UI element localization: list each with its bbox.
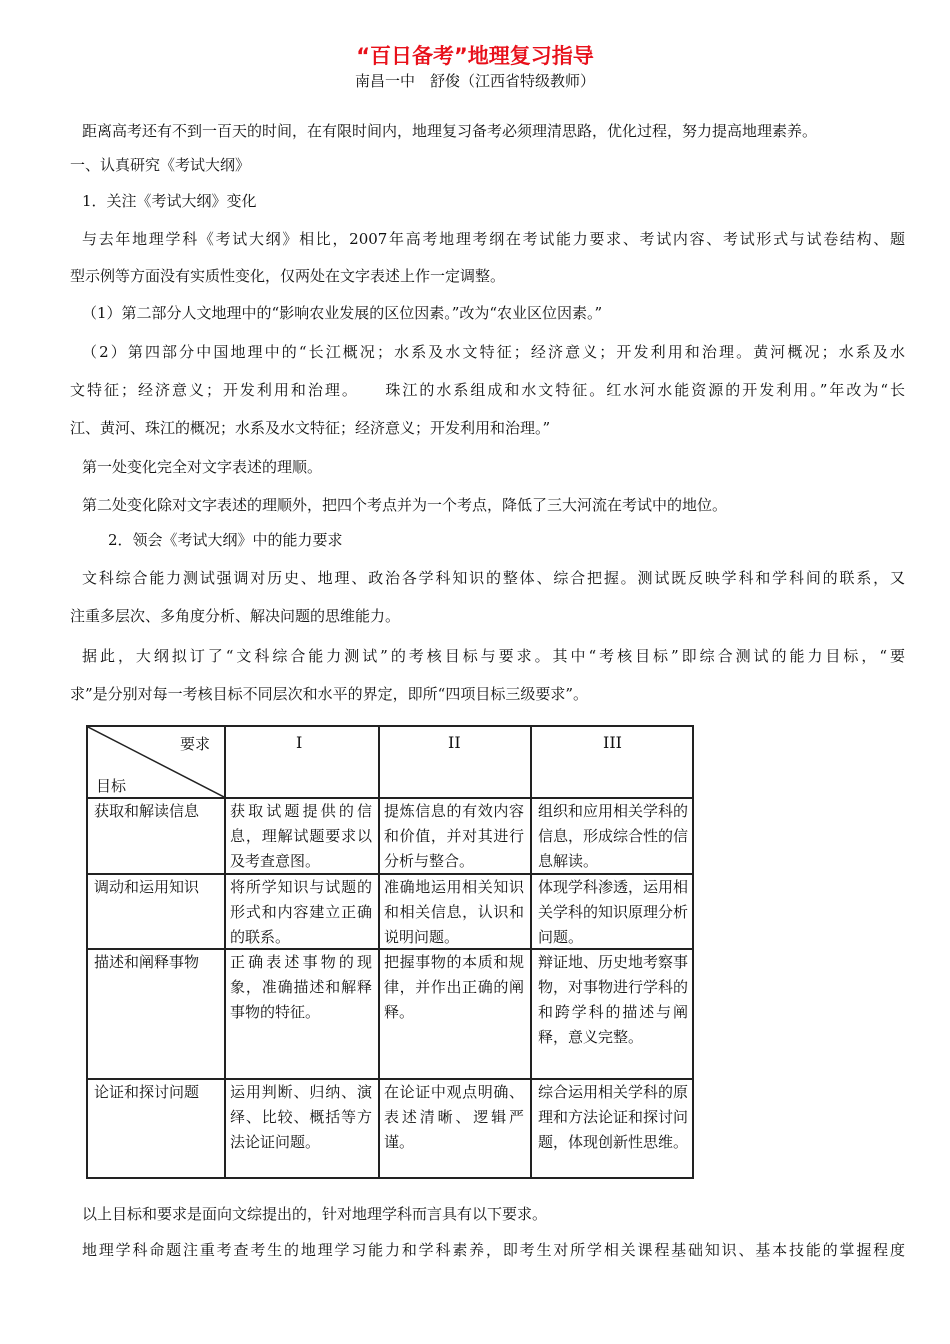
table-rule [530,727,532,1177]
target-cell: 获取和解读信息 [94,802,200,820]
table-cell: 正确表述事物的现象，准确描述和解释事物的特征。 [230,953,372,1021]
subsection-heading-2: 2．领会《考试大纲》中的能力要求 [108,531,343,549]
table-cell: 综合运用相关学科的原理和方法论证和探讨问题，体现创新性思维。 [538,1083,689,1151]
paragraph-line: 型示例等方面没有实质性变化，仅两处在文字表述上作一定调整。 [70,267,506,285]
document-author: 南昌一中 舒俊（江西省特级教师） [354,72,595,90]
table-rule [378,727,380,1177]
paragraph-line: 求”是分别对每一考核目标不同层次和水平的界定，即所“四项目标三级要求”。 [70,685,589,703]
paragraph-line: 第一处变化完全对文字表述的理顺。 [82,458,323,476]
header-requirement: 要求 [180,735,211,753]
paragraph-line: 与去年地理学科《考试大纲》相比，2007年高考地理考纲在考试能力要求、考试内容、考试形式与试卷结构、题 [82,230,905,248]
table-cell: 在论证中观点明确、表述清晰、逻辑严谨。 [384,1083,524,1151]
document-title: “百日备考”地理复习指导 [356,44,594,68]
level-header-3: III [603,733,622,752]
table-cell: 辩证地、历史地考察事物，对事物进行学科的和跨学科的描述与阐释，意义完整。 [538,953,689,1046]
level-header-2: II [448,733,461,752]
paragraph-line: 江、黄河、珠江的概况；水系及水文特征；经济意义；开发利用和治理。” [70,419,551,437]
paragraph-line: 文特征；经济意义；开发利用和治理。 珠江的水系组成和水文特征。红水河水能资源的开发利用。”年改为“长 [70,381,905,399]
table-cell: 运用判断、归纳、演绎、比较、概括等方法论证问题。 [230,1083,372,1151]
paragraph-line: 据此，大纲拟订了“文科综合能力测试”的考核目标与要求。其中“考核目标”即综合测试的能力目标，“要 [82,647,905,665]
target-cell: 论证和探讨问题 [94,1083,200,1101]
table-cell: 把握事物的本质和规律，并作出正确的阐释。 [384,953,524,1021]
target-cell: 描述和阐释事物 [94,953,200,971]
target-cell: 调动和运用知识 [94,878,200,896]
paragraph-line: 注重多层次、多角度分析、解决问题的思维能力。 [70,607,401,625]
paragraph-line: 第二处变化除对文字表述的理顺外，把四个考点并为一个考点，降低了三大河流在考试中的地位。 [82,496,728,514]
change-item-1: （1）第二部分人文地理中的“影响农业发展的区位因素。”改为“农业区位因素。” [82,304,603,322]
table-cell: 体现学科渗透，运用相关学科的知识原理分析问题。 [538,878,689,946]
paragraph-line: 地理学科命题注重考查考生的地理学习能力和学科素养，即考生对所学相关课程基础知识、基本技能的掌握程度 [82,1241,905,1259]
table-cell: 提炼信息的有效内容和价值，并对其进行分析与整合。 [384,802,524,870]
paragraph-line: 文科综合能力测试强调对历史、地理、政治各学科知识的整体、综合把握。测试既反映学科和学科间的联系，又 [82,569,905,587]
paragraph-line: 以上目标和要求是面向文综提出的，针对地理学科而言具有以下要求。 [82,1205,548,1223]
level-header-1: I [296,733,303,752]
table-cell: 组织和应用相关学科的信息，形成综合性的信息解读。 [538,802,689,870]
subsection-heading-1: 1．关注《考试大纲》变化 [82,192,257,210]
table-cell: 将所学知识与试题的形式和内容建立正确的联系。 [230,878,372,946]
change-item-2: （2）第四部分中国地理中的“长江概况；水系及水文特征；经济意义；开发利用和治理。黄河概况；水系及水 [82,343,905,361]
table-cell: 准确地运用相关知识和相关信息，认识和说明问题。 [384,878,524,946]
table-rule [224,727,226,1177]
section-heading-1: 一、认真研究《考试大纲》 [70,156,251,174]
requirements-table [86,725,694,1179]
header-target: 目标 [96,777,127,795]
table-cell: 获取试题提供的信息，理解试题要求以及考查意图。 [230,802,372,870]
intro-paragraph: 距离高考还有不到一百天的时间，在有限时间内，地理复习备考必须理清思路，优化过程，努力提高地理素养。 [82,122,818,140]
